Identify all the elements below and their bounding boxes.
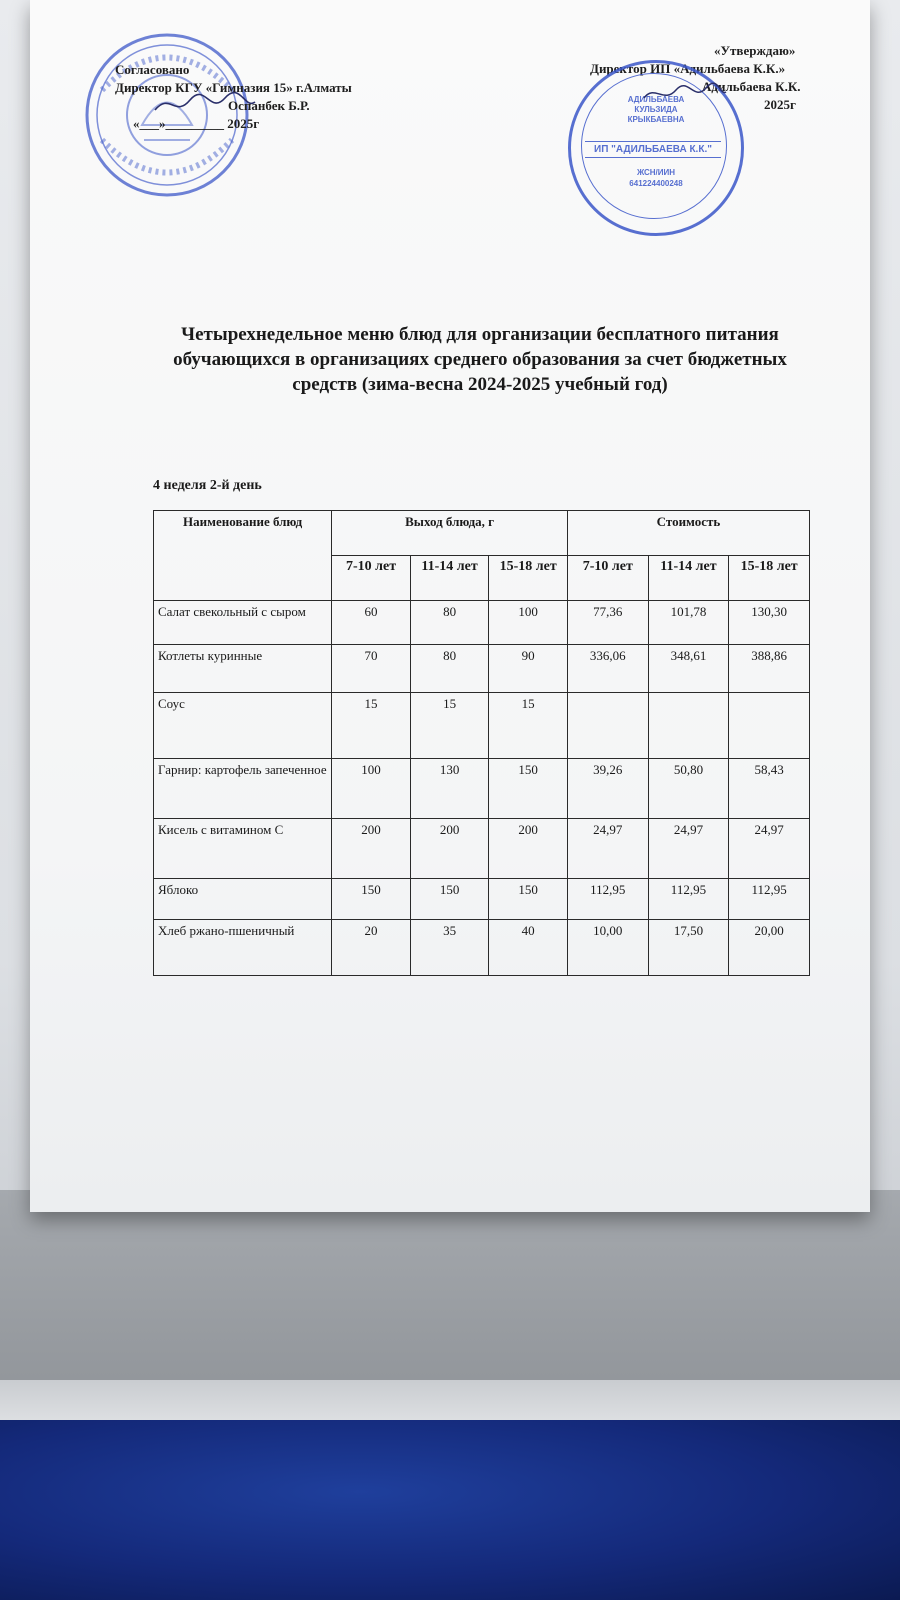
yield-7-10: 70 xyxy=(332,645,411,693)
header-age-yield-1: 7-10 лет xyxy=(332,556,411,601)
stamp-inner-1: АДИЛЬБАЕВА xyxy=(627,95,685,104)
approval-right-line4: 2025г xyxy=(764,97,796,112)
approval-left-line1: Согласовано xyxy=(115,62,190,77)
blue-fabric xyxy=(0,1420,900,1600)
cost-15-18: 58,43 xyxy=(729,759,810,819)
title-line-1: Четырехнедельное меню блюд для организации бесплатного питания xyxy=(181,324,779,345)
cost-7-10: 10,00 xyxy=(567,920,648,976)
week-day-label: 4 неделя 2-й день xyxy=(153,478,262,493)
header-dish-name: Наименование блюд xyxy=(154,511,332,601)
cost-11-14 xyxy=(648,693,729,759)
yield-7-10: 150 xyxy=(332,879,411,920)
cost-7-10: 24,97 xyxy=(567,819,648,879)
cost-11-14: 112,95 xyxy=(648,879,729,920)
yield-11-14: 200 xyxy=(410,819,489,879)
dish-name: Кисель с витамином С xyxy=(154,819,332,879)
table-row xyxy=(154,645,810,693)
yield-11-14: 130 xyxy=(410,759,489,819)
yield-11-14: 80 xyxy=(410,601,489,645)
yield-7-10: 15 xyxy=(332,693,411,759)
yield-7-10: 60 xyxy=(332,601,411,645)
stamp-id-label: ЖСН/ИИН xyxy=(636,168,676,177)
yield-7-10: 200 xyxy=(332,819,411,879)
approval-right-line2: Директор ИП «Адильбаева К.К.» xyxy=(590,61,786,76)
yield-15-18: 150 xyxy=(489,759,568,819)
yield-15-18: 40 xyxy=(489,920,568,976)
dish-name: Салат свекольный с сыром xyxy=(154,601,332,645)
stamp-id-number: 641224400248 xyxy=(629,179,683,188)
dish-name: Яблоко xyxy=(154,879,332,920)
cost-15-18 xyxy=(729,693,810,759)
dish-name: Гарнир: картофель запеченное xyxy=(154,759,332,819)
dish-name: Хлеб ржано-пшеничный xyxy=(154,920,332,976)
stamp-inner-3: КРЫКБАЕВНА xyxy=(627,115,685,124)
yield-7-10: 20 xyxy=(332,920,411,976)
menu-table xyxy=(153,510,810,976)
cost-11-14: 348,61 xyxy=(648,645,729,693)
dish-name: Котлеты куринные xyxy=(154,645,332,693)
yield-15-18: 150 xyxy=(489,879,568,920)
header-age-yield-2: 11-14 лет xyxy=(410,556,489,601)
yield-15-18: 200 xyxy=(489,819,568,879)
header-age-cost-2: 11-14 лет xyxy=(648,556,729,601)
yield-15-18: 15 xyxy=(489,693,568,759)
header-age-yield-3: 15-18 лет xyxy=(489,556,568,601)
table-row xyxy=(154,920,810,976)
cost-7-10: 336,06 xyxy=(567,645,648,693)
yield-11-14: 80 xyxy=(410,645,489,693)
cost-7-10: 112,95 xyxy=(567,879,648,920)
dish-name: Соус xyxy=(154,693,332,759)
yield-15-18: 100 xyxy=(489,601,568,645)
table-row xyxy=(154,819,810,879)
header-age-cost-3: 15-18 лет xyxy=(729,556,810,601)
cost-11-14: 50,80 xyxy=(648,759,729,819)
document-page xyxy=(30,0,870,1212)
cost-7-10: 39,26 xyxy=(567,759,648,819)
table-row xyxy=(154,601,810,645)
cost-15-18: 20,00 xyxy=(729,920,810,976)
yield-15-18: 90 xyxy=(489,645,568,693)
approval-right-line1: «Утверждаю» xyxy=(714,43,796,58)
yield-11-14: 15 xyxy=(410,693,489,759)
cost-11-14: 24,97 xyxy=(648,819,729,879)
approval-left-line2: Директор КГУ «Гимназия 15» г.Алматы xyxy=(115,80,352,95)
approval-right-line3: Адильбаева К.К. xyxy=(702,79,801,94)
stamp-company-name: ИП "АДИЛЬБАЕВА К.К." xyxy=(585,141,721,158)
document-title xyxy=(120,322,840,397)
title-line-2: обучающихся в организациях среднего образования за счет бюджетных xyxy=(173,349,787,370)
cost-15-18: 112,95 xyxy=(729,879,810,920)
approval-left-line4: «___»_________ 2025г xyxy=(133,116,260,131)
header-yield: Выход блюда, г xyxy=(332,511,568,556)
cost-11-14: 101,78 xyxy=(648,601,729,645)
yield-11-14: 35 xyxy=(410,920,489,976)
cost-15-18: 388,86 xyxy=(729,645,810,693)
cost-11-14: 17,50 xyxy=(648,920,729,976)
stamp-inner-2: КУЛЬЗИДА xyxy=(634,105,678,114)
yield-11-14: 150 xyxy=(410,879,489,920)
table-row xyxy=(154,693,810,759)
approval-left-line3: Оспанбек Б.Р. xyxy=(228,98,310,113)
header-cost: Стоимость xyxy=(567,511,809,556)
header-age-cost-1: 7-10 лет xyxy=(567,556,648,601)
title-line-3: средств (зима-весна 2024-2025 учебный год) xyxy=(292,374,668,395)
cost-15-18: 24,97 xyxy=(729,819,810,879)
yield-7-10: 100 xyxy=(332,759,411,819)
cost-7-10 xyxy=(567,693,648,759)
cost-15-18: 130,30 xyxy=(729,601,810,645)
right-signature xyxy=(640,80,730,108)
cost-7-10: 77,36 xyxy=(567,601,648,645)
table-row xyxy=(154,879,810,920)
table-row xyxy=(154,759,810,819)
